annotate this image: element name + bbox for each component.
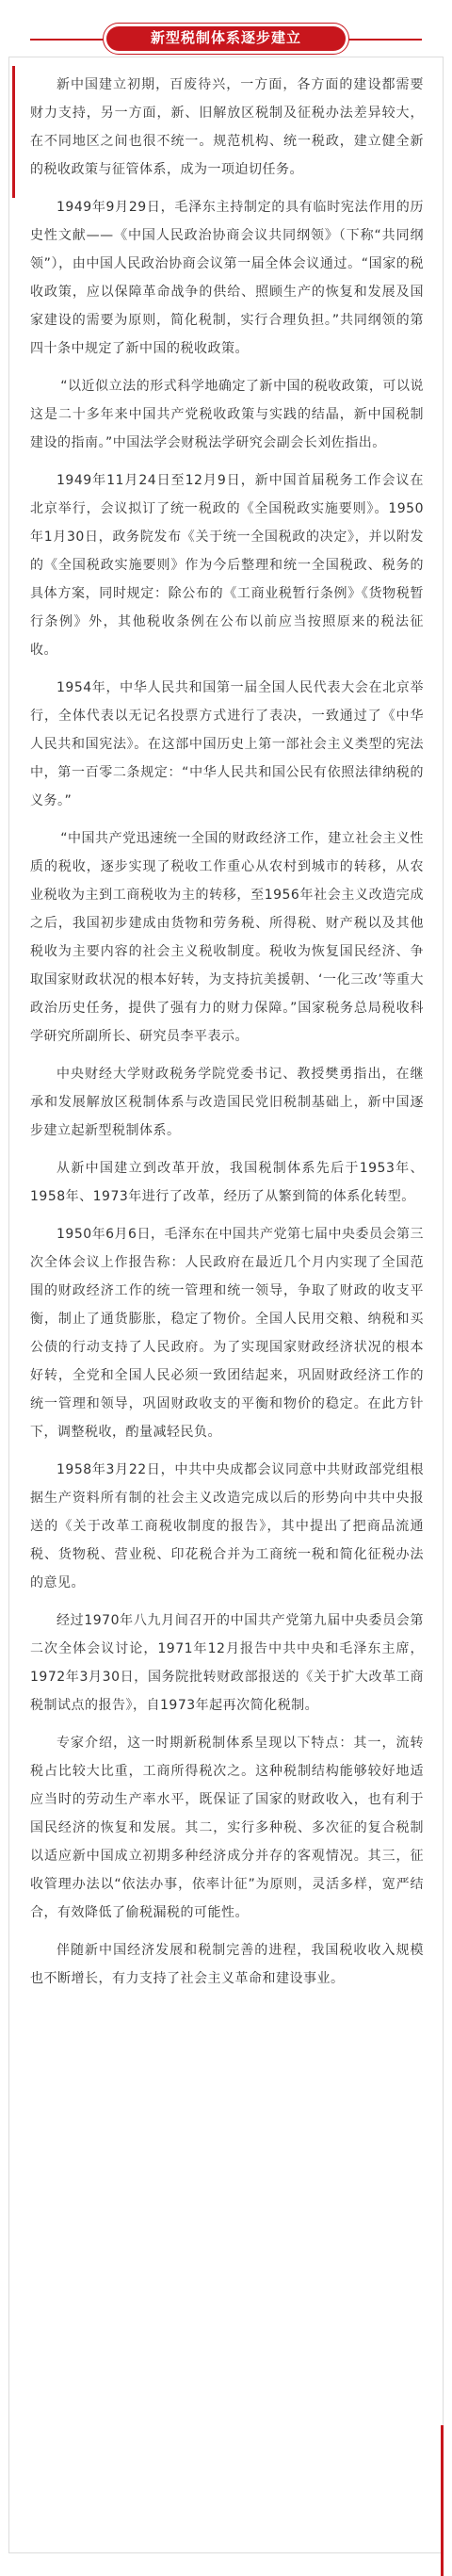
paragraph-9: 1950年6月6日，毛泽东在中国共产党第七届中央委员会第三次全体会议上作报告称：人民政府在最近几个月内实现了全国范围的财政经济工作的统一管理和统一领导，争取了财政的收支平衡，制止了通货膨胀，稳定了物价。全国人民用交粮、纳税和买公债的行动支持了人民政府。为了实现国家财政经济状况的根本好转，全党和全国人民必须一致团结起来，巩固财政经济工作的统一管理和领导，巩固财政收支的平衡和物价的稳定。在此方针下，调整税收，酌量减轻民负。 — [30, 1227, 424, 1440]
paragraph-11: 经过1970年八九月间召开的中国共产党第九届中央委员会第二次全体会议讨论，1971年12月报告中共中央和毛泽东主席，1972年3月30日，国务院批转财政部报送的《关于扩大改革工商税制试点的报告》，自1973年起再次简化税制。 — [30, 1613, 424, 1713]
paragraph-6: “中国共产党迅速统一全国的财政经济工作，建立社会主义性质的税收，逐步实现了税收工作重心从农村到城市的转移，从农业税收为主到工商税收为主的转移，至1956年社会主义改造完成之后，我国初步建成由货物和劳务税、所得税、财产税以及其他税收为主要内容的社会主义税收制度。税收为恢复国民经济、争取国家财政状况的根本好转，为支持抗美援朝、‘一化三改’等重大政治历史任务，提供了强有力的财力保障。”国家税务总局税收科学研究所副所长、研究员李平表示。 — [30, 831, 424, 1044]
paragraph-7: 中央财经大学财政税务学院党委书记、教授樊勇指出，在继承和发展解放区税制体系与改造国民党旧税制基础上，新中国逐步建立起新型税制体系。 — [30, 1067, 424, 1138]
section-header — [0, 21, 452, 58]
paragraph-12: 专家介绍，这一时期新税制体系呈现以下特点：其一，流转税占比较大比重，工商所得税次之。这种税制结构能够较好地适应当时的劳动生产率水平，既保证了国家的财政收入，也有利于国民经济的恢复和发展。其二，实行多种税、多次征的复合税制以适应新中国成立初期多种经济成分并存的客观情况。其三，征收管理办法以“依法办事，依率计征”为原则，灵活多样，宽严结合，有效降低了偷税漏税的可能性。 — [30, 1736, 424, 1920]
frame-accent-left — [12, 66, 15, 198]
article-body — [30, 71, 424, 2002]
paragraph-13: 伴随新中国经济发展和税制完善的进程，我国税收收入规模也不断增长，有力支持了社会主义革命和建设事业。 — [30, 1943, 424, 1986]
section-title: 新型税制体系逐步建立 — [106, 26, 346, 51]
paragraph-4: 1949年11月24日至12月9日，新中国首届税务工作会议在北京举行，会议拟订了统一税政的《全国税政实施要则》。1950年1月30日，政务院发布《关于统一全国税政的决定》，并以附发的《全国税政实施要则》作为今后整理和统一全国税政、税务的具体方案，同时规定：除公布的《工商业税暂行条例》《货物税暂行条例》外，其他税收条例在公布以前应当按照原来的税法征收。 — [30, 473, 424, 658]
paragraph-10: 1958年3月22日，中共中央成都会议同意中共财政部党组根据生产资料所有制的社会主义改造完成以后的形势向中共中央报送的《关于改革工商税收制度的报告》，其中提出了把商品流通税、货物税、营业税、印花税合并为工商统一税和简化征税办法的意见。 — [30, 1462, 424, 1590]
paragraph-3: “以近似立法的形式科学地确定了新中国的税收政策，可以说这是二十多年来中国共产党税收政策与实践的结晶，新中国税制建设的指南。”中国法学会财税法学研究会副会长刘佐指出。 — [30, 379, 424, 450]
header-badge — [103, 23, 349, 55]
paragraph-1: 新中国建立初期，百废待兴，一方面，各方面的建设都需要财力支持，另一方面，新、旧解放区税制及征税办法差异较大，在不同地区之间也很不统一。规范机构、统一税政，建立健全新的税收政策与征管体系，成为一项迫切任务。 — [30, 77, 424, 177]
paragraph-5: 1954年，中华人民共和国第一届全国人民代表大会在北京举行，全体代表以无记名投票方式进行了表决，一致通过了《中华人民共和国宪法》。在这部中国历史上第一部社会主义类型的宪法中，第一百零二条规定：“中华人民共和国公民有依照法律纳税的义务。” — [30, 680, 424, 808]
frame-accent-right — [441, 2425, 444, 2576]
paragraph-2: 1949年9月29日，毛泽东主持制定的具有临时宪法作用的历史性文献——《中国人民政治协商会议共同纲领》（下称“共同纲领”），由中国人民政治协商会议第一届全体会议通过。“国家的税收政策，应以保障革命战争的供给、照顾生产的恢复和发展及国家建设的需要为原则，简化税制，实行合理负担。”共同纲领的第四十条中规定了新中国的税收政策。 — [30, 200, 424, 356]
article-frame — [8, 57, 444, 2553]
paragraph-8: 从新中国建立到改革开放，我国税制体系先后于1953年、1958年、1973年进行了改革，经历了从繁到简的体系化转型。 — [30, 1161, 424, 1204]
